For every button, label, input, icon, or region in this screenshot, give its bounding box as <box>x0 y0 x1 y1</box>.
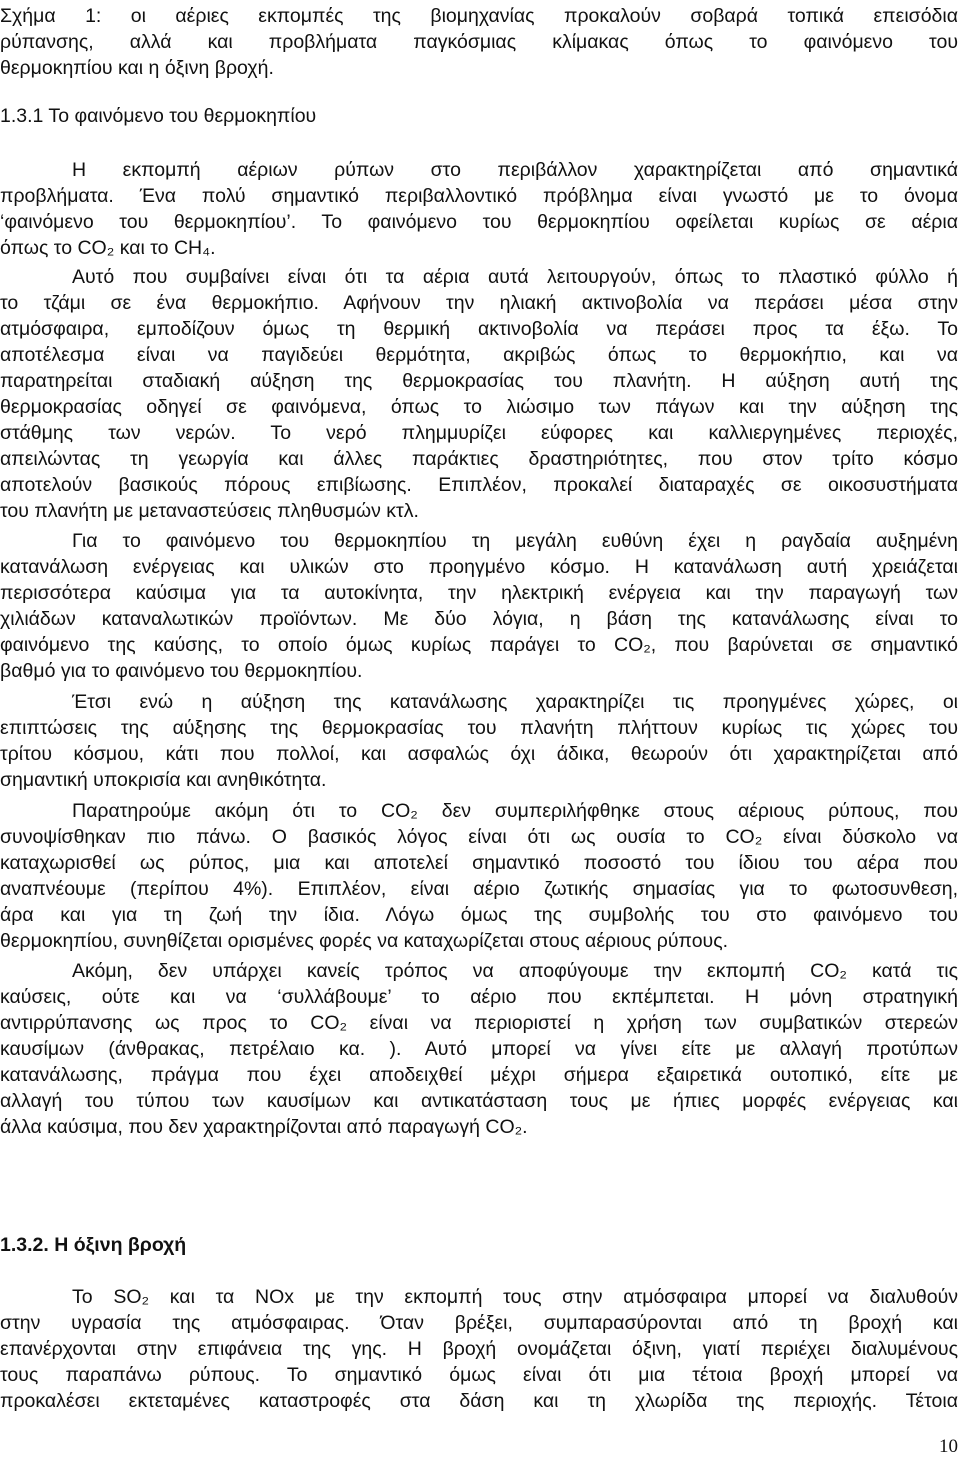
paragraph-line: θερμοκηπίου, συνηθίζεται ορισμένες φορές να καταχωρίζεται στους αέριους ρύπους. <box>0 930 729 952</box>
page-number: 10 <box>939 1436 958 1457</box>
paragraph-line: άρα και για τη ζωή την ίδια. Λόγω όμως της συμβολής του στο φαινόμενο του <box>0 904 958 926</box>
paragraph-line: αναπνέουμε (περίπου 4%). Επιπλέον, είναι αέριο ζωτικής σημασίας για το φωτοσυνθεση, <box>0 878 958 900</box>
paragraph-line: τρίτου κόσμου, κάτι που πολλοί, και ασφαλώς όχι άδικα, θεωρούν ότι χαρακτηρίζεται από <box>0 743 958 765</box>
paragraph-line: Έτσι ενώ η αύξηση της κατανάλωσης χαρακτηρίζει τις προηγμένες χώρες, οι <box>72 691 958 713</box>
paragraph-line: Αυτό που συμβαίνει είναι ότι τα αέρια αυτά λειτουργούν, όπως το πλαστικό φύλλο ή <box>72 266 958 288</box>
figure-caption-line: ρύπανσης, αλλά και προβλήματα παγκόσμιας κλίμακας όπως το φαινόμενο του <box>0 31 958 53</box>
section-heading-acid-rain: 1.3.2. Η όξινη βροχή <box>0 1234 187 1256</box>
paragraph-line: του πλανήτη με μεταναστεύσεις πληθυσμών κτλ. <box>0 500 419 522</box>
paragraph-line: Το SO₂ και τα NOx με την εκπομπή τους στην ατμόσφαιρα μπορεί να διαλυθούν <box>72 1286 958 1308</box>
paragraph-line: απειλώντας τη γεωργία και άλλες παράκτιες δραστηριότητες, που στον τρίτο κόσμο <box>0 448 958 470</box>
paragraph-line: ατμόσφαιρα, εμποδίζουν όμως τη θερμική ακτινοβολία να περάσει προς τα έξω. Το <box>0 318 958 340</box>
paragraph-line: κατανάλωση ενέργειας και υλικών στο προηγμένο κόσμο. Η κατανάλωση αυτή χρειάζεται <box>0 556 958 578</box>
paragraph-line: στην υγρασία της ατμόσφαιρας. Όταν βρέξει, συμπαρασύρονται από τη βροχή και <box>0 1312 958 1334</box>
section-heading-greenhouse: 1.3.1 Το φαινόμενο του θερμοκηπίου <box>0 105 317 127</box>
paragraph-line: στάθμης των νερών. Το νερό πλημμυρίζει εύφορες και καλλιεργημένες περιοχές, <box>0 422 958 444</box>
paragraph-line: επιπτώσεις της αύξησης της θερμοκρασίας του πλανήτη πλήττουν κυρίως τις χώρες του <box>0 717 958 739</box>
paragraph-line: κατανάλωσης, πράγμα που έχει αποδειχθεί μέχρι σήμερα εξαιρετικά ουτοπικό, είτε με <box>0 1064 958 1086</box>
paragraph-line: καύσεις, ούτε και να ‘συλλάβουμε’ το αέριο που εκπέμπεται. Η μόνη στρατηγική <box>0 986 958 1008</box>
paragraph-line: βαθμό για το φαινόμενο του θερμοκηπίου. <box>0 660 363 682</box>
paragraph-line: παρατηρείται σταδιακή αύξηση της θερμοκρασίας του πλανήτη. Η αύξηση αυτή της <box>0 370 958 392</box>
paragraph-line: τους παραπάνω ρύπους. Το σημαντικό όμως είναι ότι μια τέτοια βροχή μπορεί να <box>0 1364 958 1386</box>
paragraph-line: προκαλέσει εκτεταμένες καταστροφές στα δάση και τη χλωρίδα της περιοχής. Τέτοια <box>0 1390 958 1412</box>
figure-caption-line: Σχήμα 1: οι αέριες εκπομπές της βιομηχανίας προκαλούν σοβαρά τοπικά επεισόδια <box>0 5 958 27</box>
paragraph-line: επανέρχονται στην επιφάνεια της γης. Η βροχή ονομάζεται όξινη, γιατί περιέχει διαλυμένους <box>0 1338 958 1360</box>
paragraph-line: αποτέλεσμα είναι να παγιδεύει θερμότητα, ακριβώς όπως το θερμοκήπιο, και να <box>0 344 958 366</box>
paragraph-line: χιλιάδων καταναλωτικών προϊόντων. Με δύο λόγια, η βάση της κατανάλωσης είναι το <box>0 608 958 630</box>
paragraph-line: καταχωρισθεί ως ρύπος, μια και αποτελεί σημαντικό ποσοστό του ίδιου του αέρα που <box>0 852 958 874</box>
paragraph-line: Ακόμη, δεν υπάρχει κανείς τρόπος να αποφύγουμε την εκπομπή CO₂ κατά τις <box>72 960 958 982</box>
paragraph-line: σημαντική υποκρισία και ανηθικότητα. <box>0 769 327 791</box>
paragraph-line: φαινόμενο της καύσης, το οποίο όμως κυρίως παράγει το CO₂, που βαρύνεται σε σημαντικό <box>0 634 958 656</box>
paragraph-line: Για το φαινόμενο του θερμοκηπίου τη μεγάλη ευθύνη έχει η ραγδαία αυξημένη <box>72 530 958 552</box>
paragraph-line: θερμοκρασίας οδηγεί σε φαινόμενα, όπως το λιώσιμο των πάγων και την αύξηση της <box>0 396 958 418</box>
paragraph-line: αποτελούν βασικούς πόρους επιβίωσης. Επιπλέον, προκαλεί διαταραχές σε οικοσυστήματα <box>0 474 958 496</box>
paragraph-line: το τζάμι σε ένα θερμοκήπιο. Αφήνουν την ηλιακή ακτινοβολία να περάσει μέσα στην <box>0 292 958 314</box>
paragraph-line: Η εκπομπή αέριων ρύπων στο περιβάλλον χαρακτηρίζεται από σημαντικά <box>72 159 958 181</box>
paragraph-line: ‘φαινόμενο του θερμοκηπίου’. Το φαινόμενο του θερμοκηπίου οφείλεται κυρίως σε αέρια <box>0 211 958 233</box>
paragraph-line: συνοψίσθηκαν πιο πάνω. Ο βασικός λόγος είναι ότι ως ουσία το CO₂ είναι δύσκολο να <box>0 826 958 848</box>
paragraph-line: άλλα καύσιμα, που δεν χαρακτηρίζονται από παραγωγή CO₂. <box>0 1116 528 1138</box>
paragraph-line: αλλαγή του τύπου των καυσίμων και αντικατάσταση τους με ήπιες μορφές ενέργειας και <box>0 1090 958 1112</box>
paragraph-line: καυσίμων (άνθρακας, πετρέλαιο κα. ). Αυτό μπορεί να γίνει είτε με αλλαγή προτύπων <box>0 1038 958 1060</box>
paragraph-line: αντιρρύπανσης ως προς το CO₂ είναι να περιοριστεί η χρήση των συμβατικών στερεών <box>0 1012 958 1034</box>
paragraph-line: Παρατηρούμε ακόμη ότι το CO₂ δεν συμπεριλήφθηκε στους αέριους ρύπους, που <box>72 800 958 822</box>
figure-caption-line: θερμοκηπίου και η όξινη βροχή. <box>0 57 274 79</box>
paragraph-line: προβλήματα. Ένα πολύ σημαντικό περιβαλλοντικό πρόβλημα είναι γνωστό με το όνομα <box>0 185 958 207</box>
paragraph-line: περισσότερα καύσιμα για τα αυτοκίνητα, την ηλεκτρική ενέργεια και την παραγωγή των <box>0 582 958 604</box>
paragraph-line: όπως το CO₂ και το CH₄. <box>0 237 216 259</box>
